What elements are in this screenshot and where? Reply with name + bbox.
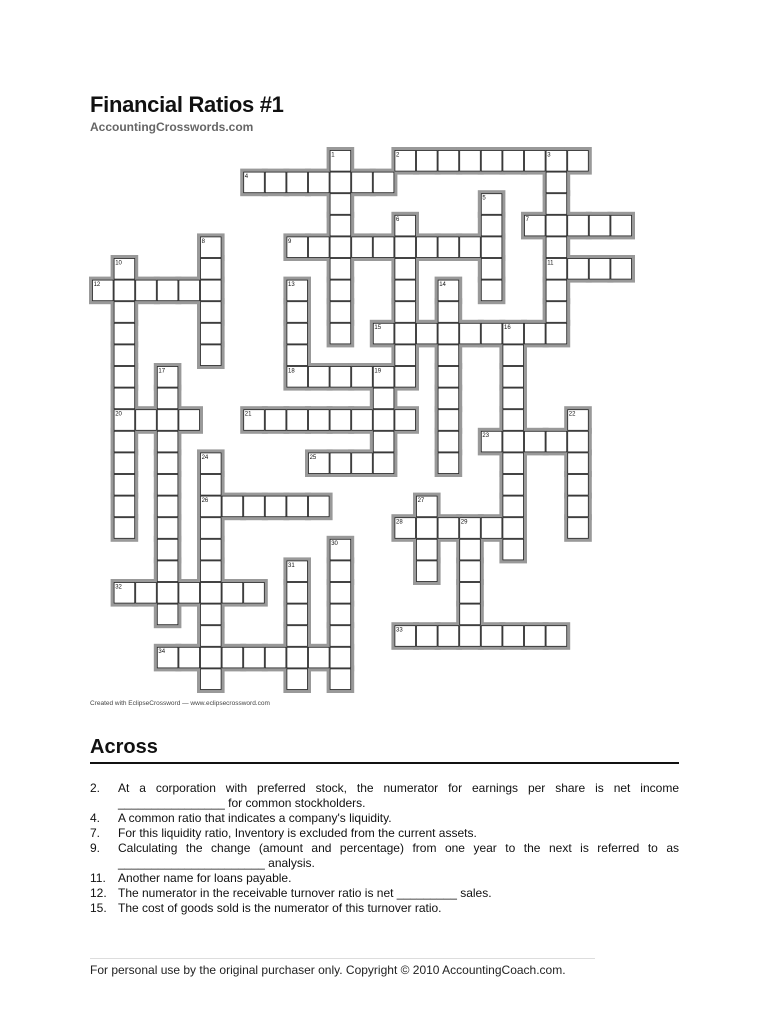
grid-cell[interactable]	[568, 475, 589, 496]
grid-cell[interactable]	[503, 151, 524, 172]
grid-cell[interactable]	[373, 237, 394, 258]
clue-item	[90, 781, 679, 811]
grid-cell[interactable]	[330, 561, 351, 582]
clue-text: The cost of goods sold is the numerator of this turnover ratio.	[118, 901, 442, 915]
grid-cell[interactable]	[201, 647, 222, 668]
clue-number: 15.	[90, 901, 107, 915]
grid-cell[interactable]	[503, 453, 524, 474]
grid-cell[interactable]	[201, 475, 222, 496]
grid-cell[interactable]	[352, 237, 373, 258]
clue-item	[90, 811, 679, 826]
clue-text: At a corporation with preferred stock, the numerator for earnings per share is net income ________________ for common stockholders.	[118, 781, 679, 810]
grid-cell[interactable]	[503, 345, 524, 366]
grid-cell[interactable]	[136, 583, 157, 604]
grid-cell[interactable]	[546, 215, 567, 236]
clue-number-label: 20	[115, 411, 122, 418]
clue-number-label: 10	[115, 260, 122, 267]
grid-cell[interactable]	[568, 151, 589, 172]
grid-cell[interactable]	[287, 172, 308, 193]
grid-cell[interactable]	[611, 259, 632, 280]
grid-cell[interactable]	[460, 583, 481, 604]
grid-cell[interactable]	[114, 453, 135, 474]
grid-cell[interactable]	[287, 669, 308, 690]
grid-cell[interactable]	[222, 496, 243, 517]
grid-cell[interactable]	[265, 172, 286, 193]
grid-cell[interactable]	[546, 626, 567, 647]
grid-cell[interactable]	[265, 410, 286, 431]
grid-cell[interactable]	[438, 367, 459, 388]
clue-number-label: 4	[244, 174, 249, 180]
grid-cell[interactable]	[330, 323, 351, 344]
grid-cell[interactable]	[201, 518, 222, 539]
grid-cell[interactable]	[481, 280, 502, 301]
grid-cell[interactable]	[373, 453, 394, 474]
grid-cell[interactable]	[244, 583, 265, 604]
grid-cell[interactable]	[330, 237, 351, 258]
clue-number: 2.	[90, 781, 101, 795]
clue-number-label: 28	[396, 519, 403, 526]
grid-cell[interactable]	[460, 561, 481, 582]
site-subtitle: AccountingCrosswords.com	[90, 120, 254, 134]
copyright-footer: For personal use by the original purchaser only. Copyright © 2010 AccountingCoach.com.	[90, 963, 566, 977]
grid-cell[interactable]	[114, 323, 135, 344]
across-clue-list	[90, 781, 679, 916]
grid-cell[interactable]	[481, 259, 502, 280]
grid-cell[interactable]	[287, 410, 308, 431]
grid-cell[interactable]	[503, 496, 524, 517]
grid-cell[interactable]	[395, 302, 416, 323]
grid-cell[interactable]	[438, 345, 459, 366]
across-divider	[90, 762, 679, 764]
clue-item	[90, 826, 679, 841]
grid-cell[interactable]	[438, 237, 459, 258]
grid-cell[interactable]	[330, 669, 351, 690]
grid-cell[interactable]	[114, 388, 135, 409]
clue-number-label: 12	[93, 282, 101, 288]
grid-cell[interactable]	[201, 259, 222, 280]
grid-cell[interactable]	[417, 323, 438, 344]
grid-cell[interactable]	[546, 172, 567, 193]
grid-cell[interactable]	[309, 647, 330, 668]
grid-cell[interactable]	[417, 518, 438, 539]
grid-cell[interactable]	[481, 323, 502, 344]
page-title: Financial Ratios #1	[90, 92, 284, 117]
clue-number-label: 33	[396, 627, 403, 634]
grid-cell[interactable]	[114, 367, 135, 388]
grid-cell[interactable]	[330, 259, 351, 280]
grid-cell[interactable]	[546, 323, 567, 344]
grid-cell[interactable]	[481, 626, 502, 647]
grid-cell[interactable]	[287, 496, 308, 517]
clue-number-label: 16	[504, 325, 511, 332]
clue-text: The numerator in the receivable turnover ratio is net _________ sales.	[118, 886, 492, 900]
grid-cell[interactable]	[395, 323, 416, 344]
grid-cell[interactable]	[309, 172, 330, 193]
grid-cell[interactable]	[114, 302, 135, 323]
grid-cell[interactable]	[438, 431, 459, 452]
grid-cell[interactable]	[589, 215, 610, 236]
grid-cell[interactable]	[352, 367, 373, 388]
clue-number-label: 6	[396, 217, 400, 224]
grid-cell[interactable]	[546, 280, 567, 301]
grid-cell[interactable]	[201, 669, 222, 690]
grid-cell[interactable]	[460, 323, 481, 344]
clue-item	[90, 841, 679, 871]
grid-cell[interactable]	[460, 604, 481, 625]
grid-cell[interactable]	[460, 237, 481, 258]
clue-number-label: 34	[158, 649, 166, 656]
grid-cell[interactable]	[157, 453, 178, 474]
grid-cell[interactable]	[179, 647, 200, 668]
grid-cell[interactable]	[417, 539, 438, 560]
grid-cell[interactable]	[157, 475, 178, 496]
grid-cell[interactable]	[309, 410, 330, 431]
clue-number: 12.	[90, 886, 107, 900]
grid-cell[interactable]	[546, 237, 567, 258]
grid-cell[interactable]	[525, 323, 546, 344]
grid-cell[interactable]	[157, 388, 178, 409]
grid-cell[interactable]	[373, 172, 394, 193]
grid-cell[interactable]	[309, 496, 330, 517]
grid-cell[interactable]	[460, 539, 481, 560]
grid-cell[interactable]	[417, 237, 438, 258]
grid-cell[interactable]	[157, 431, 178, 452]
grid-cell[interactable]	[395, 280, 416, 301]
grid-cell[interactable]	[568, 259, 589, 280]
grid-cell[interactable]	[330, 215, 351, 236]
clue-number-label: 32	[115, 584, 122, 591]
clue-number-label: 2	[396, 152, 400, 159]
grid-cell[interactable]	[525, 431, 546, 452]
grid-cell[interactable]	[438, 626, 459, 647]
grid-cell[interactable]	[114, 475, 135, 496]
grid-cell[interactable]	[201, 561, 222, 582]
grid-cell[interactable]	[222, 583, 243, 604]
clue-text: For this liquidity ratio, Inventory is excluded from the current assets.	[118, 826, 477, 840]
clue-number-label: 8	[201, 238, 205, 245]
clue-number-label: 30	[331, 541, 338, 548]
grid-cell[interactable]	[503, 367, 524, 388]
grid-cell[interactable]	[395, 237, 416, 258]
clue-text: Calculating the change (amount and percentage) from one year to the next is referred to as ______________________ analysis.	[118, 841, 679, 870]
grid-cell[interactable]	[395, 345, 416, 366]
grid-cell[interactable]	[503, 410, 524, 431]
grid-cell[interactable]	[330, 626, 351, 647]
clue-number-label: 1	[331, 152, 335, 159]
clue-number-label: 17	[158, 368, 166, 375]
grid-cell[interactable]	[265, 496, 286, 517]
grid-cell[interactable]	[460, 151, 481, 172]
clue-number-label: 27	[417, 498, 425, 504]
grid-cell[interactable]	[201, 302, 222, 323]
grid-cell[interactable]	[244, 496, 265, 517]
grid-cell[interactable]	[157, 280, 178, 301]
grid-cell[interactable]	[525, 626, 546, 647]
grid-cell[interactable]	[330, 604, 351, 625]
grid-cell[interactable]	[546, 302, 567, 323]
grid-cell[interactable]	[503, 539, 524, 560]
grid-cell[interactable]	[438, 453, 459, 474]
grid-cell[interactable]	[373, 431, 394, 452]
grid-cell[interactable]	[309, 367, 330, 388]
grid-cell[interactable]	[157, 583, 178, 604]
grid-cell[interactable]	[201, 626, 222, 647]
clue-number: 7.	[90, 826, 101, 840]
clue-text: A common ratio that indicates a company's liquidity.	[118, 811, 392, 825]
clue-number-label: 24	[201, 454, 209, 461]
clue-number-label: 31	[288, 562, 295, 569]
clue-number-label: 11	[547, 260, 554, 267]
clue-number-label: 3	[547, 152, 551, 159]
grid-cell[interactable]	[568, 496, 589, 517]
clue-number-label: 7	[525, 217, 529, 224]
grid-cell[interactable]	[481, 518, 502, 539]
grid-cell[interactable]	[157, 539, 178, 560]
grid-cell[interactable]	[330, 280, 351, 301]
grid-cell[interactable]	[114, 496, 135, 517]
across-heading: Across	[90, 736, 158, 758]
grid-cell[interactable]	[568, 518, 589, 539]
grid-cell[interactable]	[417, 626, 438, 647]
grid-cell[interactable]	[157, 518, 178, 539]
grid-cell[interactable]	[330, 194, 351, 215]
clue-number-label: 13	[288, 282, 295, 288]
grid-cell[interactable]	[373, 388, 394, 409]
grid-cell[interactable]	[438, 323, 459, 344]
grid-cell[interactable]	[438, 410, 459, 431]
clue-number-label: 15	[374, 325, 382, 332]
clue-number: 4.	[90, 811, 101, 825]
grid-cell[interactable]	[438, 388, 459, 409]
grid-cell[interactable]	[611, 215, 632, 236]
grid-cell[interactable]	[287, 323, 308, 344]
grid-cell[interactable]	[287, 626, 308, 647]
grid-cell[interactable]	[136, 410, 157, 431]
grid-cell[interactable]	[157, 561, 178, 582]
grid-cell[interactable]	[503, 388, 524, 409]
grid-cell[interactable]	[395, 367, 416, 388]
grid-cell[interactable]	[438, 518, 459, 539]
grid-cell[interactable]	[330, 410, 351, 431]
grid-cell[interactable]	[201, 604, 222, 625]
grid-cell[interactable]	[157, 496, 178, 517]
grid-cell[interactable]	[438, 302, 459, 323]
grid-cell[interactable]	[287, 302, 308, 323]
grid-cell[interactable]	[503, 431, 524, 452]
grid-cell[interactable]	[287, 345, 308, 366]
grid-cell[interactable]	[373, 410, 394, 431]
grid-cell[interactable]	[330, 302, 351, 323]
grid-cell[interactable]	[309, 237, 330, 258]
grid-cell[interactable]	[201, 280, 222, 301]
grid-cell[interactable]	[330, 172, 351, 193]
grid-cell[interactable]	[330, 367, 351, 388]
grid-cell[interactable]	[546, 431, 567, 452]
clue-number-label: 9	[288, 238, 292, 245]
grid-cell[interactable]	[114, 280, 135, 301]
grid-cell[interactable]	[114, 518, 135, 539]
grid-cell[interactable]	[568, 431, 589, 452]
grid-cell[interactable]	[330, 453, 351, 474]
grid-cell[interactable]	[287, 647, 308, 668]
grid-cell[interactable]	[503, 626, 524, 647]
grid-cell[interactable]	[244, 647, 265, 668]
grid-cell[interactable]	[503, 475, 524, 496]
grid-cell[interactable]	[481, 151, 502, 172]
clue-number-label: 26	[201, 498, 209, 504]
clue-number-label: 5	[482, 195, 486, 202]
grid-cell[interactable]	[395, 410, 416, 431]
clue-number-label: 14	[439, 282, 446, 288]
clue-number-label: 19	[374, 368, 382, 375]
grid-cell[interactable]	[287, 583, 308, 604]
clue-number: 9.	[90, 841, 101, 855]
grid-cell[interactable]	[136, 280, 157, 301]
grid-cell[interactable]	[395, 259, 416, 280]
clue-text: Another name for loans payable.	[118, 871, 292, 885]
credit-line: Created with EclipseCrossword — www.eclipsecrossword.com	[90, 700, 270, 707]
grid-cell[interactable]	[330, 647, 351, 668]
grid-cell[interactable]	[525, 151, 546, 172]
grid-cell[interactable]	[201, 323, 222, 344]
grid-cell[interactable]	[352, 410, 373, 431]
grid-cell[interactable]	[179, 280, 200, 301]
clue-number-label: 21	[244, 411, 252, 418]
grid-cell[interactable]	[352, 172, 373, 193]
grid-cell[interactable]	[352, 453, 373, 474]
grid-cell[interactable]	[568, 215, 589, 236]
grid-cell[interactable]	[568, 453, 589, 474]
grid-cell[interactable]	[503, 518, 524, 539]
clue-number: 11.	[90, 871, 106, 885]
clue-number-label: 29	[460, 519, 468, 526]
grid-cell[interactable]	[546, 194, 567, 215]
clue-number-label: 18	[288, 368, 295, 375]
grid-cell[interactable]	[114, 431, 135, 452]
grid-cell[interactable]	[157, 410, 178, 431]
grid-cell[interactable]	[265, 647, 286, 668]
grid-cell[interactable]	[481, 215, 502, 236]
clue-item	[90, 886, 679, 901]
grid-cell[interactable]	[481, 237, 502, 258]
grid-cell[interactable]	[222, 647, 243, 668]
grid-cell[interactable]	[157, 604, 178, 625]
clue-item	[90, 901, 679, 916]
clue-number-label: 25	[309, 454, 317, 461]
grid-cell[interactable]	[460, 626, 481, 647]
grid-cell[interactable]	[201, 583, 222, 604]
grid-cell[interactable]	[438, 151, 459, 172]
grid-cell[interactable]	[114, 345, 135, 366]
clue-item	[90, 871, 679, 886]
grid-cell[interactable]	[287, 604, 308, 625]
clue-number-label: 22	[568, 411, 576, 418]
grid-cell[interactable]	[179, 583, 200, 604]
clue-number-label: 23	[482, 433, 490, 440]
grid-cell[interactable]	[589, 259, 610, 280]
grid-cell[interactable]	[201, 539, 222, 560]
footer-divider	[90, 958, 595, 959]
grid-cell[interactable]	[417, 151, 438, 172]
grid-cell[interactable]	[330, 583, 351, 604]
grid-cell[interactable]	[179, 410, 200, 431]
grid-cell[interactable]	[201, 345, 222, 366]
grid-cell[interactable]	[417, 561, 438, 582]
